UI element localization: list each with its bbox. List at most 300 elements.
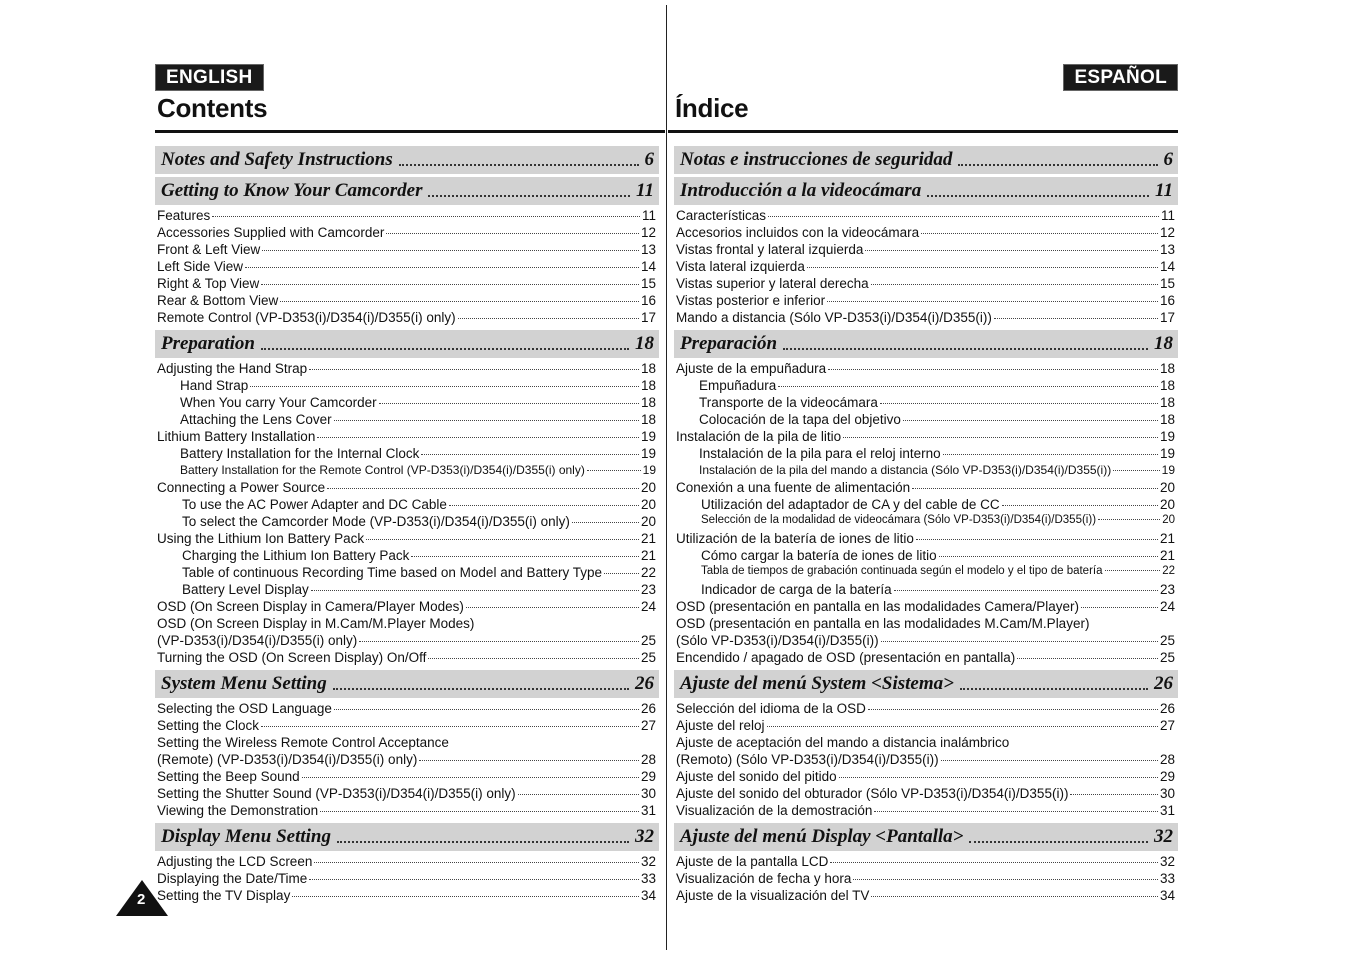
toc-entry[interactable]	[157, 412, 656, 429]
toc-entry[interactable]	[676, 548, 1175, 565]
toc-entry[interactable]	[676, 616, 1175, 633]
toc-entry[interactable]	[676, 429, 1175, 446]
dot-leader	[320, 811, 639, 812]
dot-leader	[969, 841, 1148, 843]
dot-leader	[1098, 519, 1160, 520]
toc-entry[interactable]	[157, 497, 656, 514]
dot-leader	[768, 216, 1159, 217]
section-page-number: 26	[635, 673, 654, 694]
section-page-number: 6	[644, 149, 654, 170]
dot-leader	[302, 777, 639, 778]
toc-entry-page: 12	[640, 225, 656, 240]
page-title-contents: Contents	[157, 93, 268, 123]
section-title: Display Menu Setting	[161, 826, 331, 847]
section-heading[interactable]	[674, 670, 1178, 698]
section-title: Ajuste del menú System <Sistema>	[680, 673, 954, 694]
section-heading[interactable]	[674, 146, 1178, 174]
toc-entry[interactable]	[676, 463, 1175, 480]
dot-leader	[421, 454, 639, 455]
toc-entry-text: Accessories Supplied with Camcorder	[157, 225, 385, 240]
toc-entry[interactable]	[676, 752, 1175, 769]
toc-entry-page: 21	[640, 531, 656, 546]
section-heading[interactable]	[155, 670, 659, 698]
toc-entry-text: Indicador de carga de la batería	[701, 582, 892, 597]
toc-entry-text: Características	[676, 208, 767, 223]
toc-entry[interactable]	[157, 293, 656, 310]
dot-leader	[359, 641, 639, 642]
section-title: Preparación	[680, 333, 778, 354]
toc-entry-text: Right & Top View	[157, 276, 260, 291]
toc-entry-text: OSD (presentación en pantalla en las modalidades Camera/Player)	[676, 599, 1079, 614]
dot-leader	[916, 539, 1158, 540]
dot-leader	[958, 164, 1157, 166]
toc-entry-page: 20	[1162, 514, 1175, 526]
toc-entry-text: Vistas posterior e inferior	[676, 293, 826, 308]
toc-entry-page: 28	[1159, 752, 1175, 767]
toc-entry-page: 19	[640, 446, 656, 461]
dot-leader	[843, 437, 1158, 438]
toc-entry[interactable]	[676, 412, 1175, 429]
toc-entry[interactable]	[676, 361, 1175, 378]
toc-entry-text: Ajuste de aceptación del mando a distancia inalámbrico	[676, 735, 1010, 750]
toc-entry-page: 16	[640, 293, 656, 308]
dot-leader	[428, 658, 639, 659]
toc-entry[interactable]	[157, 446, 656, 463]
toc-entry-text: Hand Strap	[180, 378, 249, 393]
toc-entry[interactable]	[157, 395, 656, 412]
toc-entry-text: (Remoto) (Sólo VP-D353(i)/D354(i)/D355(i))	[676, 752, 939, 767]
dot-leader	[912, 488, 1158, 489]
dot-leader	[1105, 570, 1161, 571]
toc-entry[interactable]	[157, 531, 656, 548]
section-heading[interactable]	[155, 177, 659, 205]
toc-entry[interactable]	[157, 361, 656, 378]
toc-entry-text: Ajuste de la pantalla LCD	[676, 854, 829, 869]
toc-entry-text: Mando a distancia (Sólo VP-D353(i)/D354(i)/D355(i))	[676, 310, 992, 325]
section-entries	[674, 206, 1178, 327]
toc-entry-text: Utilización de la batería de iones de litio	[676, 531, 914, 546]
dot-leader	[1002, 505, 1158, 506]
dot-leader	[334, 709, 639, 710]
toc-entry-page: 14	[640, 259, 656, 274]
section-title: Getting to Know Your Camcorder	[161, 180, 423, 201]
toc-entry[interactable]	[157, 378, 656, 395]
toc-entry-text: Viewing the Demonstration	[157, 803, 319, 818]
toc-entry-page: 15	[640, 276, 656, 291]
dot-leader	[518, 794, 639, 795]
dot-leader	[839, 777, 1158, 778]
section-page-number: 18	[1154, 333, 1173, 354]
toc-entry-text: Remote Control (VP-D353(i)/D354(i)/D355(i) only)	[157, 310, 456, 325]
section-heading[interactable]	[155, 823, 659, 851]
toc-entry-text: Instalación de la pila de litio	[676, 429, 842, 444]
section-title: Ajuste del menú Display <Pantalla>	[680, 826, 964, 847]
toc-entry-page: 32	[640, 854, 656, 869]
dot-leader	[871, 896, 1158, 897]
toc-entry-text: Visualización de fecha y hora	[676, 871, 852, 886]
dot-leader	[939, 556, 1158, 557]
toc-entry-text: Vistas superior y lateral derecha	[676, 276, 869, 291]
toc-entry-page: 11	[641, 208, 656, 223]
dot-leader	[941, 760, 1158, 761]
toc-entry-text: Table of continuous Recording Time based on Model and Battery Type	[182, 565, 603, 580]
section-heading[interactable]	[674, 823, 1178, 851]
section-title: System Menu Setting	[161, 673, 327, 694]
dot-leader	[783, 348, 1148, 350]
dot-leader	[386, 233, 639, 234]
dot-leader	[366, 539, 639, 540]
toc-entry[interactable]	[676, 769, 1175, 786]
toc-entry[interactable]	[676, 786, 1175, 803]
dot-leader	[830, 862, 1158, 863]
dot-leader	[250, 386, 639, 387]
toc-entry-page: 31	[640, 803, 656, 818]
section-entries	[155, 852, 659, 905]
toc-entry[interactable]	[157, 599, 656, 616]
dot-leader	[334, 420, 639, 421]
toc-entry[interactable]	[157, 735, 656, 752]
dot-leader	[1113, 470, 1159, 471]
dot-leader	[419, 760, 639, 761]
toc-entry-text: Setting the Clock	[157, 718, 260, 733]
toc-entry[interactable]	[676, 378, 1175, 395]
toc-entry[interactable]	[157, 548, 656, 565]
dot-leader	[411, 556, 639, 557]
dot-leader	[1070, 794, 1158, 795]
toc-entry-page: 13	[1159, 242, 1175, 257]
toc-entry-page: 20	[640, 480, 656, 495]
dot-leader	[399, 164, 639, 166]
toc-entry-page: 19	[640, 429, 656, 444]
section-entries	[674, 359, 1178, 667]
dot-leader	[903, 420, 1158, 421]
dot-leader	[881, 641, 1158, 642]
toc-entry[interactable]	[157, 276, 656, 293]
toc-entry[interactable]	[157, 752, 656, 769]
toc-entry-page: 12	[1159, 225, 1175, 240]
toc-entry-text: Tabla de tiempos de grabación continuada según el modelo y el tipo de batería	[701, 565, 1103, 577]
toc-entry[interactable]	[676, 310, 1175, 327]
dot-leader	[261, 284, 639, 285]
dot-leader	[572, 522, 639, 523]
toc-entry[interactable]	[157, 871, 656, 888]
toc-entry[interactable]	[676, 871, 1175, 888]
toc-entry-page: 20	[1159, 497, 1175, 512]
toc-entry-page: 33	[640, 871, 656, 886]
section-entries	[155, 699, 659, 820]
toc-entry-page: 13	[640, 242, 656, 257]
toc-entry-text: Cómo cargar la batería de iones de litio	[701, 548, 937, 563]
toc-entry[interactable]	[676, 599, 1175, 616]
toc-entry-text: Encendido / apagado de OSD (presentación en pantalla)	[676, 650, 1016, 665]
toc-entry[interactable]	[676, 208, 1175, 225]
toc-entry-page: 17	[640, 310, 656, 325]
toc-entry[interactable]	[676, 497, 1175, 514]
toc-entry[interactable]	[157, 633, 656, 650]
section-heading[interactable]	[155, 146, 659, 174]
toc-entry-text: Ajuste de la visualización del TV	[676, 888, 870, 903]
toc-entry[interactable]	[157, 480, 656, 497]
toc-entry-page: 32	[1159, 854, 1175, 869]
language-badge-espanol: ESPAÑOL	[1063, 64, 1178, 91]
toc-entry-text: To select the Camcorder Mode (VP-D353(i)/D354(i)/D355(i) only)	[182, 514, 570, 529]
toc-entry-page: 26	[640, 701, 656, 716]
toc-entry[interactable]	[676, 480, 1175, 497]
toc-entry-text: Lithium Battery Installation	[157, 429, 316, 444]
section-title: Preparation	[161, 333, 255, 354]
toc-entry[interactable]	[676, 293, 1175, 310]
section-heading[interactable]	[674, 177, 1178, 205]
toc-entry-text: Using the Lithium Ion Battery Pack	[157, 531, 365, 546]
dot-leader	[778, 386, 1158, 387]
toc-entry[interactable]	[157, 769, 656, 786]
toc-entry[interactable]	[676, 854, 1175, 871]
dot-leader	[327, 488, 639, 489]
section-page-number: 11	[636, 180, 654, 201]
dot-leader	[280, 301, 639, 302]
toc-entry-page: 25	[640, 650, 656, 665]
toc-entry-text: Instalación de la pila para el reloj interno	[699, 446, 941, 461]
section-page-number: 6	[1163, 149, 1173, 170]
dot-leader	[212, 216, 640, 217]
dot-leader	[865, 250, 1158, 251]
section-heading[interactable]	[155, 330, 659, 358]
contents-column-english	[155, 146, 659, 905]
toc-entry[interactable]	[676, 225, 1175, 242]
page-number: 2	[137, 891, 146, 908]
toc-entry-text: Utilización del adaptador de CA y del cable de CC	[701, 497, 1000, 512]
toc-entry[interactable]	[157, 310, 656, 327]
title-rule-left	[155, 130, 665, 133]
section-page-number: 26	[1154, 673, 1173, 694]
toc-entry-page: 19	[1161, 463, 1175, 477]
toc-entry-text: Ajuste del sonido del pitido	[676, 769, 837, 784]
toc-entry[interactable]	[676, 633, 1175, 650]
column-divider	[666, 5, 667, 950]
dot-leader	[871, 284, 1158, 285]
toc-entry-page: 20	[640, 497, 656, 512]
toc-entry-page: 18	[640, 412, 656, 427]
toc-entry-page: 26	[1159, 701, 1175, 716]
toc-entry-text: Visualización de la demostración	[676, 803, 873, 818]
dot-leader	[894, 590, 1158, 591]
toc-entry-text: Charging the Lithium Ion Battery Pack	[182, 548, 410, 563]
toc-entry[interactable]	[676, 514, 1175, 531]
toc-entry[interactable]	[157, 803, 656, 820]
toc-entry-text: Battery Installation for the Internal Clock	[180, 446, 420, 461]
toc-entry[interactable]	[676, 582, 1175, 599]
dot-leader	[311, 590, 639, 591]
dot-leader	[807, 267, 1158, 268]
toc-entry[interactable]	[157, 582, 656, 599]
language-badge-english: ENGLISH	[155, 64, 264, 91]
dot-leader	[868, 709, 1158, 710]
dot-leader	[337, 841, 629, 843]
toc-entry-page: 25	[1159, 633, 1175, 648]
toc-entry[interactable]	[157, 786, 656, 803]
toc-entry-text: (VP-D353(i)/D354(i)/D355(i) only)	[157, 633, 358, 648]
toc-entry-page: 18	[640, 378, 656, 393]
dot-leader	[292, 896, 639, 897]
dot-leader	[317, 437, 639, 438]
dot-leader	[245, 267, 639, 268]
toc-entry[interactable]	[157, 616, 656, 633]
toc-entry[interactable]	[676, 701, 1175, 718]
page-number-marker	[116, 880, 168, 916]
dot-leader	[767, 726, 1158, 727]
toc-entry-page: 18	[1159, 412, 1175, 427]
section-entries	[155, 206, 659, 327]
toc-entry-text: Instalación de la pila del mando a distancia (Sólo VP-D353(i)/D354(i)/D355(i))	[699, 463, 1112, 477]
toc-entry[interactable]	[157, 225, 656, 242]
toc-entry-text: Features	[157, 208, 211, 223]
toc-entry[interactable]	[157, 701, 656, 718]
dot-leader	[604, 573, 639, 574]
toc-entry-page: 25	[640, 633, 656, 648]
toc-entry-page: 34	[1159, 888, 1175, 903]
toc-entry-text: Conexión a una fuente de alimentación	[676, 480, 911, 495]
toc-entry[interactable]	[157, 565, 656, 582]
dot-leader	[827, 301, 1158, 302]
toc-entry-text: (Remote) (VP-D353(i)/D354(i)/D355(i) only)	[157, 752, 418, 767]
toc-entry[interactable]	[676, 395, 1175, 412]
dot-leader	[927, 195, 1149, 197]
toc-entry-page: 24	[640, 599, 656, 614]
dot-leader	[587, 470, 641, 471]
toc-entry-page: 29	[1159, 769, 1175, 784]
toc-entry-page: 23	[1159, 582, 1175, 597]
toc-entry-page: 30	[1159, 786, 1175, 801]
toc-entry-text: Setting the Beep Sound	[157, 769, 300, 784]
toc-entry[interactable]	[676, 718, 1175, 735]
dot-leader	[449, 505, 639, 506]
dot-leader	[333, 688, 629, 690]
toc-entry-page: 18	[640, 395, 656, 410]
toc-entry-text: OSD (presentación en pantalla en las modalidades M.Cam/M.Player)	[676, 616, 1090, 631]
toc-entry-page: 18	[1159, 361, 1175, 376]
dot-leader	[309, 369, 639, 370]
toc-entry-page: 19	[1159, 446, 1175, 461]
toc-entry[interactable]	[676, 259, 1175, 276]
toc-entry-text: Vista lateral izquierda	[676, 259, 805, 274]
toc-entry-page: 14	[1159, 259, 1175, 274]
toc-entry-page: 21	[1159, 548, 1175, 563]
dot-leader	[880, 403, 1158, 404]
dot-leader	[828, 369, 1158, 370]
title-rule-right	[668, 130, 1178, 133]
toc-entry[interactable]	[157, 259, 656, 276]
dot-leader	[921, 233, 1158, 234]
section-heading[interactable]	[674, 330, 1178, 358]
toc-entry-page: 27	[1159, 718, 1175, 733]
toc-entry-text: Selecting the OSD Language	[157, 701, 332, 716]
toc-entry-text: Setting the TV Display	[157, 888, 291, 903]
toc-entry[interactable]	[676, 803, 1175, 820]
toc-entry-page: 18	[640, 361, 656, 376]
dot-leader	[466, 607, 639, 608]
toc-entry-text: Displaying the Date/Time	[157, 871, 308, 886]
toc-entry-text: Selección de la modalidad de videocámara (Sólo VP-D353(i)/D354(i)/D355(i))	[701, 514, 1097, 526]
toc-entry-text: Battery Level Display	[182, 582, 309, 597]
toc-entry-page: 17	[1159, 310, 1175, 325]
toc-entry[interactable]	[157, 463, 656, 480]
toc-entry-text: Empuñadura	[699, 378, 777, 393]
section-entries	[155, 359, 659, 667]
toc-entry[interactable]	[676, 276, 1175, 293]
section-page-number: 18	[635, 333, 654, 354]
toc-entry-text: Setting the Wireless Remote Control Acceptance	[157, 735, 449, 750]
toc-entry-page: 20	[640, 514, 656, 529]
toc-entry-text: Ajuste del sonido del obturador (Sólo VP-D353(i)/D354(i)/D355(i))	[676, 786, 1069, 801]
toc-entry-text: Front & Left View	[157, 242, 261, 257]
dot-leader	[1081, 607, 1158, 608]
toc-entry-text: Adjusting the Hand Strap	[157, 361, 308, 376]
section-title: Notes and Safety Instructions	[161, 149, 393, 170]
toc-entry[interactable]	[676, 565, 1175, 582]
toc-entry-page: 29	[640, 769, 656, 784]
toc-entry-page: 25	[1159, 650, 1175, 665]
toc-entry-page: 16	[1159, 293, 1175, 308]
toc-entry-text: (Sólo VP-D353(i)/D354(i)/D355(i))	[676, 633, 879, 648]
toc-entry-text: OSD (On Screen Display in Camera/Player Modes)	[157, 599, 464, 614]
toc-entry-page: 18	[1159, 395, 1175, 410]
toc-entry-text: Adjusting the LCD Screen	[157, 854, 313, 869]
section-title: Notas e instrucciones de seguridad	[680, 149, 953, 170]
section-page-number: 11	[1155, 180, 1173, 201]
dot-leader	[1017, 658, 1158, 659]
section-entries	[674, 852, 1178, 905]
dot-leader	[428, 195, 630, 197]
toc-entry[interactable]	[676, 531, 1175, 548]
toc-entry[interactable]	[157, 650, 656, 667]
dot-leader	[262, 250, 639, 251]
toc-entry[interactable]	[676, 446, 1175, 463]
toc-entry[interactable]	[157, 514, 656, 531]
toc-entry-text: To use the AC Power Adapter and DC Cable	[182, 497, 447, 512]
contents-column-espanol	[674, 146, 1178, 905]
toc-entry[interactable]	[157, 718, 656, 735]
dot-leader	[261, 726, 639, 727]
toc-entry-page: 19	[642, 463, 656, 477]
section-title: Introducción a la videocámara	[680, 180, 922, 201]
toc-entry-page: 11	[1160, 208, 1175, 223]
toc-entry-text: OSD (On Screen Display in M.Cam/M.Player Modes)	[157, 616, 475, 631]
section-page-number: 32	[635, 826, 654, 847]
toc-entry-text: Accesorios incluidos con la videocámara	[676, 225, 920, 240]
toc-entry-text: Left Side View	[157, 259, 244, 274]
toc-entry-page: 34	[640, 888, 656, 903]
toc-entry[interactable]	[157, 208, 656, 225]
toc-entry-text: Ajuste de la empuñadura	[676, 361, 827, 376]
toc-entry[interactable]	[676, 888, 1175, 905]
toc-entry[interactable]	[157, 888, 656, 905]
toc-entry-page: 23	[640, 582, 656, 597]
page-title-indice: Índice	[675, 93, 749, 123]
section-page-number: 32	[1154, 826, 1173, 847]
toc-entry[interactable]	[157, 854, 656, 871]
toc-entry-text: Vistas frontal y lateral izquierda	[676, 242, 864, 257]
toc-entry[interactable]	[157, 429, 656, 446]
toc-entry[interactable]	[157, 242, 656, 259]
dot-leader	[874, 811, 1158, 812]
toc-entry[interactable]	[676, 735, 1175, 752]
toc-entry[interactable]	[676, 650, 1175, 667]
toc-entry[interactable]	[676, 242, 1175, 259]
toc-entry-page: 15	[1159, 276, 1175, 291]
toc-entry-page: 24	[1159, 599, 1175, 614]
dot-leader	[943, 454, 1158, 455]
toc-entry-text: When You carry Your Camcorder	[180, 395, 377, 410]
